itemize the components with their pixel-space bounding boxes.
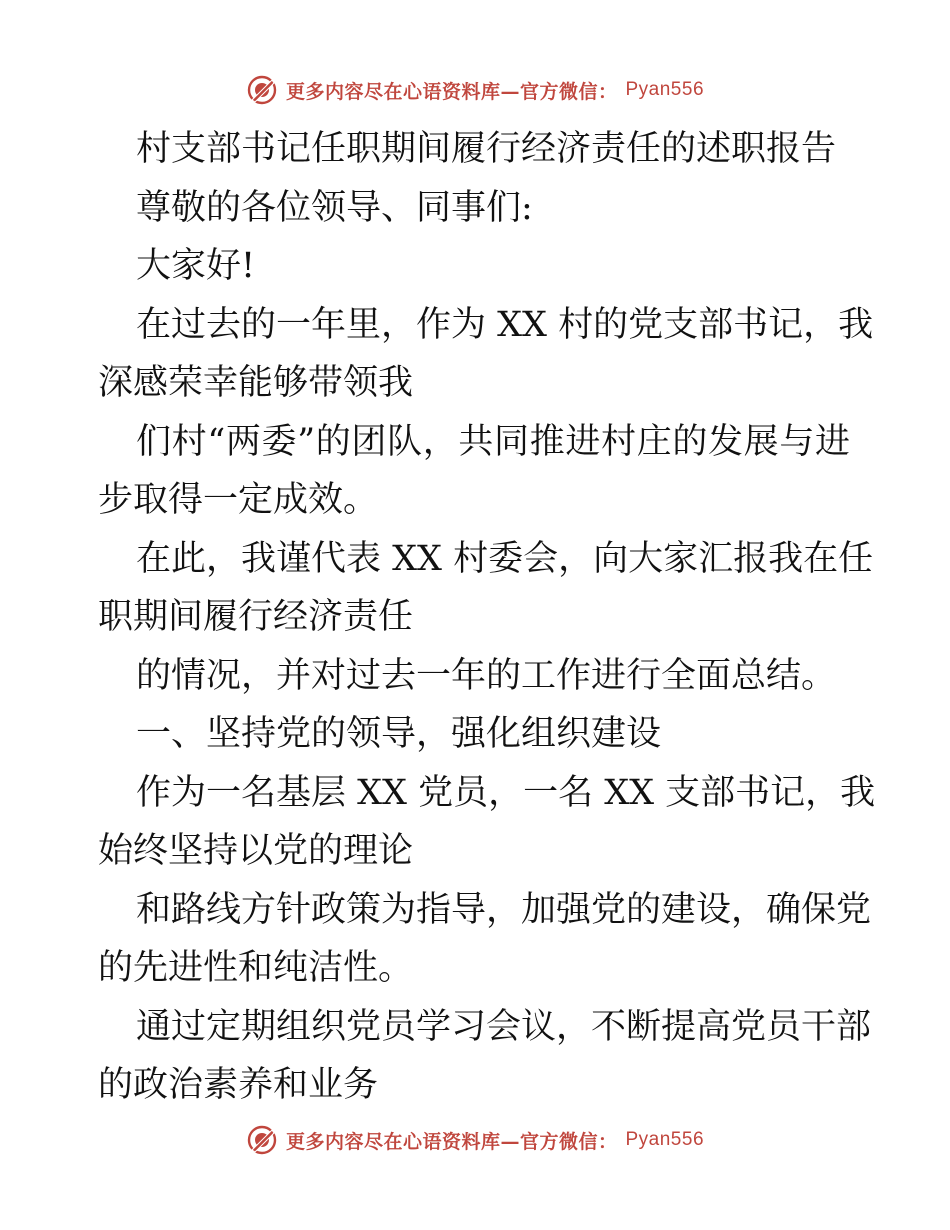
- text-line: 村支部书记任职期间履行经济责任的述职报告: [136, 129, 837, 169]
- header-watermark: [0, 70, 950, 110]
- quill-seal-icon: [246, 1124, 278, 1156]
- text-line: 的先进性和纯洁性。: [98, 948, 414, 988]
- text-line: 始终坚持以党的理论: [98, 831, 414, 871]
- text-line: 尊敬的各位领导、同事们:: [136, 187, 533, 228]
- text-line: 深感荣幸能够带领我: [98, 363, 414, 403]
- watermark-wechat-id: Pyan556: [625, 79, 705, 100]
- text-line: 在过去的一年里，作为 XX 村的党支部书记，我: [136, 304, 874, 345]
- text-line: 在此，我谨代表 XX 村委会，向大家汇报我在任: [136, 538, 874, 579]
- text-line: 和路线方针政策为指导，加强党的建设，确保党: [136, 889, 872, 930]
- document-body: [98, 120, 876, 1115]
- quill-seal-icon: [246, 74, 278, 106]
- text-line: 职期间履行经济责任: [98, 597, 414, 637]
- watermark-wechat-id: Pyan556: [625, 1129, 705, 1150]
- watermark-text: 更多内容尽在心语资料库—官方微信：: [285, 80, 618, 103]
- text-line: 通过定期组织党员学习会议，不断提高党员干部: [136, 1006, 872, 1047]
- footer-watermark: [0, 1120, 950, 1160]
- watermark-text: 更多内容尽在心语资料库—官方微信：: [285, 1130, 618, 1153]
- text-line: 作为一名基层 XX 党员，一名 XX 支部书记，我: [136, 772, 876, 813]
- text-line: 步取得一定成效。: [98, 480, 379, 520]
- text-line: 一、坚持党的领导，强化组织建设: [136, 714, 662, 754]
- text-line: 的政治素养和业务: [98, 1065, 379, 1105]
- text-line: 的情况，并对过去一年的工作进行全面总结。: [136, 655, 837, 696]
- text-line: 们村“两委”的团队，共同推进村庄的发展与进: [136, 421, 850, 462]
- text-line: 大家好!: [136, 246, 256, 286]
